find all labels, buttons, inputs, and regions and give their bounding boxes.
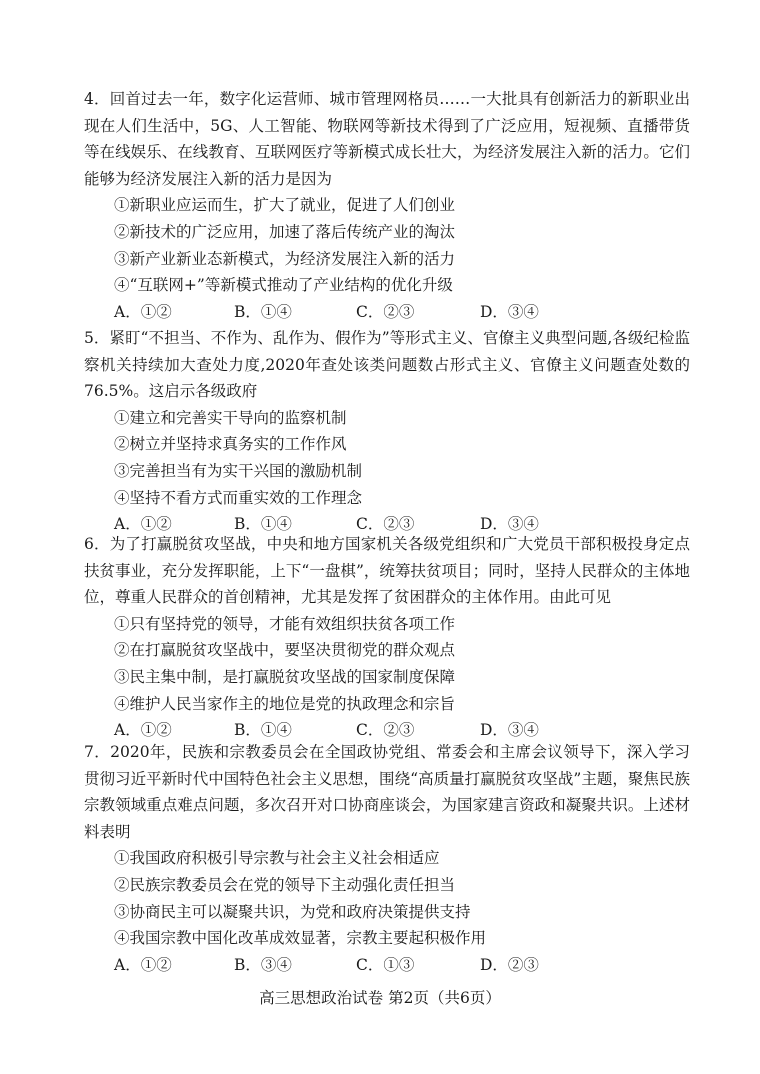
option-statement: ③完善担当有为实干兴国的激励机制 (114, 461, 363, 480)
option-statement: ④坚持不看方式而重实效的工作理念 (114, 488, 363, 507)
choice-c: C．②③ (356, 302, 415, 321)
choice-a: A．①② (114, 302, 172, 321)
option-statement: ②树立并坚持求真务实的工作作风 (114, 435, 347, 454)
question-stem: 5．紧盯“不担当、不作为、乱作为、假作为”等形式主义、官僚主义典型问题,各级纪检监察机关持续加大查处力度,2020年查处该类问题数占形式主义、官僚主义问题查处数的76.5%。这启示各级政府 (84, 329, 690, 401)
choice-b: B．③④ (234, 955, 292, 974)
option-statement: ②新技术的广泛应用，加速了落后传统产业的淘汰 (114, 222, 456, 241)
page-footer: 高三思想政治试卷 第2页（共6页） (259, 989, 501, 1007)
option-statement: ①我国政府积极引导宗教与社会主义社会相适应 (114, 849, 440, 868)
option-statement: ①建立和完善实干导向的监察机制 (114, 408, 347, 427)
option-statement: ②在打赢脱贫攻坚战中，要坚决贯彻党的群众观点 (114, 641, 456, 660)
question-5 (84, 325, 690, 538)
choice-a: A．①② (114, 721, 172, 740)
option-statement: ①新职业应运而生，扩大了就业，促进了人们创业 (114, 196, 456, 215)
question-6 (84, 531, 690, 744)
choice-a: A．①② (114, 515, 172, 534)
question-stem: 7．2020年，民族和宗教委员会在全国政协党组、常委会和主席会议领导下，深入学习贯彻习近平新时代中国特色社会主义思想，围绕“高质量打赢脱贫攻坚战”主题，聚焦民族宗教领域重点难点问题，多次召开对口协商座谈会，为国家建言资政和凝聚共识。上述材料表明 (84, 743, 690, 841)
choice-d: D．③④ (480, 302, 539, 321)
choice-d: D．②③ (480, 955, 539, 974)
option-statement: ②民族宗教委员会在党的领导下主动强化责任担当 (114, 875, 456, 894)
choice-b: B．①④ (234, 302, 292, 321)
option-statement: ④我国宗教中国化改革成效显著，宗教主要起积极作用 (114, 929, 487, 948)
choice-c: C．②③ (356, 721, 415, 740)
question-4 (84, 86, 690, 325)
question-stem: 4．回首过去一年，数字化运营师、城市管理网格员……一大批具有创新活力的新职业出现在人们生活中，5G、人工智能、物联网等新技术得到了广泛应用，短视频、直播带货等在线娱乐、在线教育、互联网医疗等新模式成长壮大，为经济发展注入新的活力。它们能够为经济发展注入新的活力是因为 (84, 90, 690, 188)
choice-a: A．①② (114, 955, 172, 974)
option-statement: ①只有坚持党的领导，才能有效组织扶贫各项工作 (114, 614, 456, 633)
question-stem: 6．为了打赢脱贫攻坚战，中央和地方国家机关各级党组织和广大党员干部积极投身定点扶贫事业，充分发挥职能，上下“一盘棋”，统筹扶贫项目；同时，坚持人民群众的主体地位，尊重人民群众的首创精神，尤其是发挥了贫困群众的主体作用。由此可见 (84, 535, 690, 607)
option-statement: ④维护人民当家作主的地位是党的执政理念和宗旨 (114, 694, 456, 713)
answer-choices (84, 952, 690, 979)
choice-d: D．③④ (480, 721, 539, 740)
option-statement: ③新产业新业态新模式，为经济发展注入新的活力 (114, 249, 456, 268)
choice-c: C．①③ (356, 955, 415, 974)
option-statement: ③协商民主可以凝聚共识，为党和政府决策提供支持 (114, 902, 471, 921)
choice-b: B．①④ (234, 721, 292, 740)
answer-choices (84, 299, 690, 326)
choice-b: B．①④ (234, 515, 292, 534)
choice-c: C．②③ (356, 515, 415, 534)
question-7 (84, 739, 690, 978)
option-statement: ④“互联网+”等新模式推动了产业结构的优化升级 (114, 276, 453, 295)
option-statement: ③民主集中制，是打赢脱贫攻坚战的国家制度保障 (114, 667, 456, 686)
choice-d: D．③④ (480, 515, 539, 534)
